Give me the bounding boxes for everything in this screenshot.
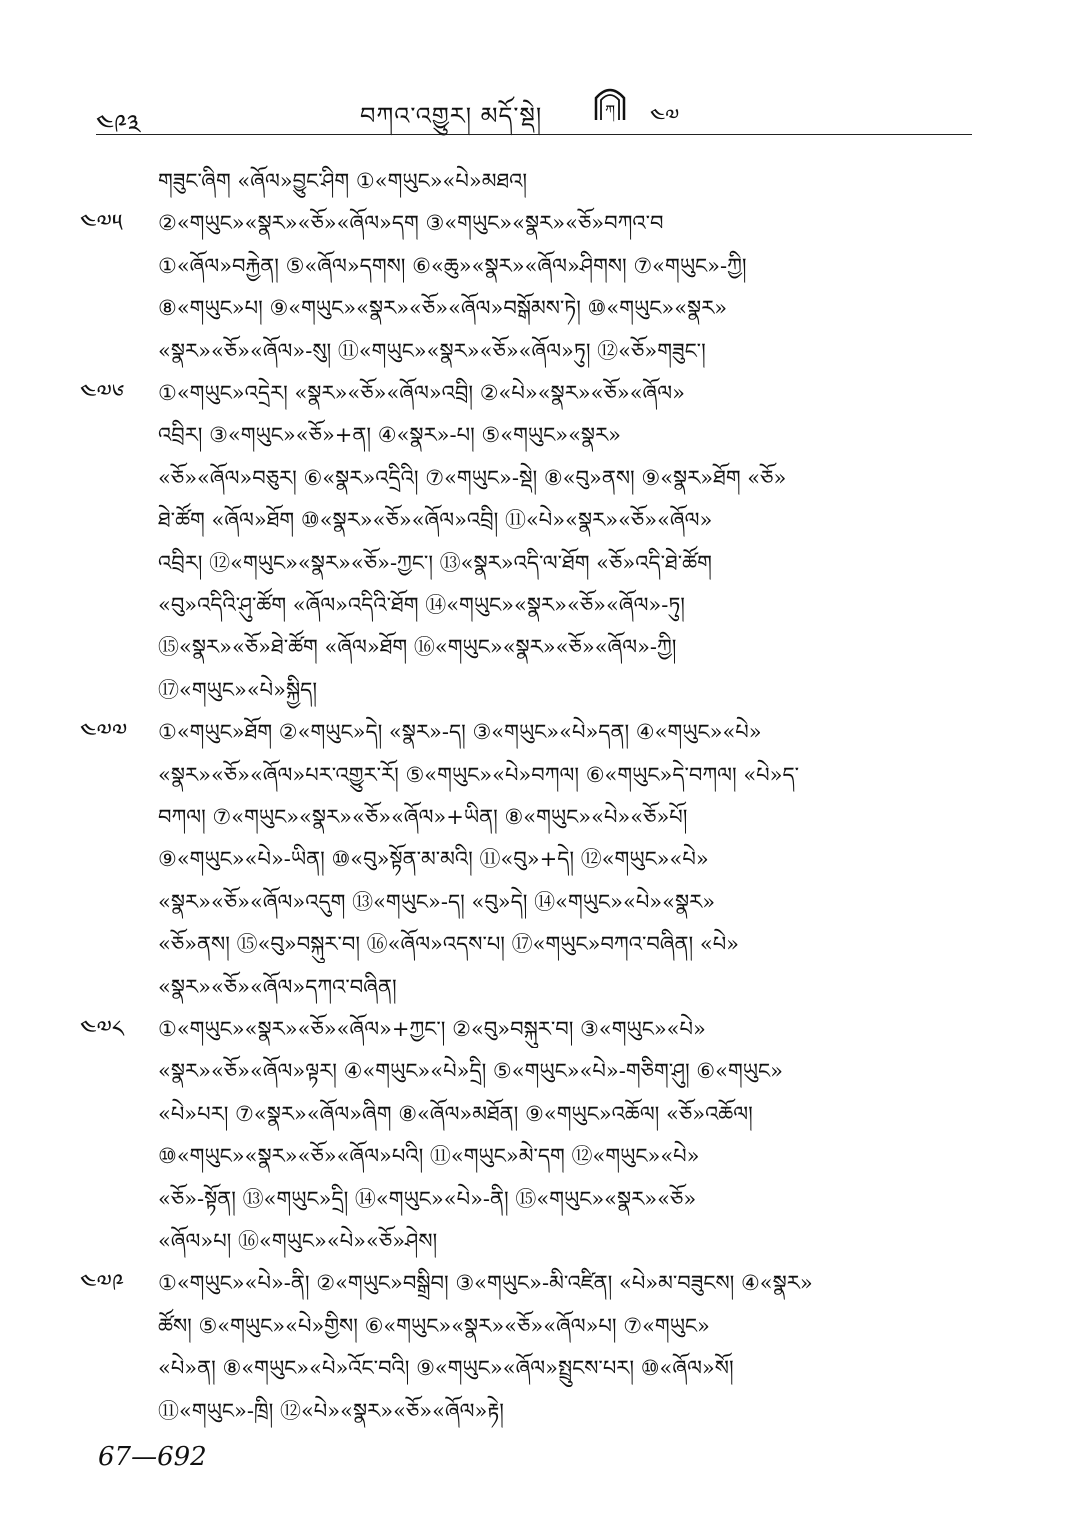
header-rule	[96, 134, 972, 135]
note-line: ⑪«གཡུང»-ཁྲི། ⑫«པེ»«སྣར»«ཅོ»«ཞོལ»རྟེ།	[158, 1398, 504, 1423]
note-line: «ཅོ»«ཞོལ»བཅུར། ⑥«སྣར»འདྲིའི། ⑦«གཡུང»-སྡེ། ⑧«བུ»ནས། ⑨«སྣར»ཐོག «ཅོ»	[158, 465, 787, 490]
entry-number: ༤༧༧	[80, 718, 128, 747]
note-line: འབྲིར། ③«གཡུང»«ཅོ»+ན། ④«སྣར»-པ། ⑤«གཡུང»«སྣར»	[158, 423, 622, 448]
note-line: ⑧«གཡུང»པ། ⑨«གཡུང»«སྣར»«ཅོ»«ཞོལ»བསྒོམས་ཏེ། ⑩«གཡུང»«སྣར»	[158, 296, 728, 321]
note-line: ⑰«གཡུང»«པེ»སྐྱིད།	[158, 677, 317, 702]
note-line: «སྣར»«ཅོ»«ཞོལ»ལྟར། ④«གཡུང»«པེ»དྲི། ⑤«གཡུང»«པེ»-གཅིག་ཤུ། ⑥«གཡུང»	[158, 1059, 783, 1084]
note-line: «བུ»འདིའི་ཤུ་ཚོག «ཞོལ»འདིའི་ཐོག ⑭«གཡུང»«སྣར»«ཅོ»«ཞོལ»-ཏུ།	[158, 593, 685, 617]
note-line: «སྣར»«ཅོ»«ཞོལ»པར་འགྱུར་རོ། ⑤«གཡུང»«པེ»བཀལ། ⑥«གཡུང»དེ་བཀལ། «པེ»ད་	[158, 762, 800, 787]
running-title: བཀའ་འགྱུར། མདོ་སྡེ།	[360, 102, 543, 130]
note-line: ①«གཡུང»ཐོག ②«གཡུང»དེ། «སྣར»-ད། ③«གཡུང»«པེ»དན། ④«གཡུང»«པེ»	[158, 720, 762, 745]
entry-number: ༤༧༨	[80, 1015, 125, 1043]
note-line: ①«ཞོལ»བརྐྱེན། ⑤«ཞོལ»དགས། ⑥«ཆུ»«སྣར»«ཞོལ»ཤིགས། ⑦«གཡུང»-ཀྱི།	[158, 253, 747, 278]
note-line: «ཅོ»-སྟོན། ⑬«གཡུང»དྲི། ⑭«གཡུང»«པེ»-ནི། ⑮«གཡུང»«སྣར»«ཅོ»	[158, 1186, 697, 1211]
note-line: ⑨«གཡུང»«པེ»-ཡིན། ⑩«བུ»སྟོན་མ་མའི། ⑪«བུ»+དེ། ⑫«གཡུང»«པེ»	[158, 847, 709, 872]
entry-number: ༤༧༦	[80, 379, 125, 407]
note-line: འབྲིར། ⑫«གཡུང»«སྣར»«ཅོ»-ཀྱང་། ⑬«སྣར»འདི་ལ་ཐོག «ཅོ»འདི་ཐེ་ཚོག	[158, 550, 712, 575]
entry-number: ༤༧༥	[80, 209, 123, 238]
note-line: ཚོས། ⑤«གཡུང»«པེ»གྱིས། ⑥«གཡུང»«སྣར»«ཅོ»«ཞོལ»པ། ⑦«གཡུང»	[158, 1313, 710, 1338]
volume-mark: ཀ	[605, 103, 615, 119]
note-line: «སྣར»«ཅོ»«ཞོལ»-སུ། ⑪«གཡུང»«སྣར»«ཅོ»«ཞོལ»ཏུ། ⑫«ཅོ»གཟུང་།	[158, 338, 706, 363]
note-line: «ཅོ»ནས། ⑮«བུ»བསྐུར་བ། ⑯«ཞོལ»འདས་པ། ⑰«གཡུང»བཀའ་བཞིན། «པེ»	[158, 932, 740, 957]
note-line: ①«གཡུང»འདྲེར། «སྣར»«ཅོ»«ཞོལ»འབྲི། ②«པེ»«སྣར»«ཅོ»«ཞོལ»	[158, 381, 685, 405]
note-line: «སྣར»«ཅོ»«ཞོལ»དཀའ་བཞིན།	[158, 974, 397, 999]
volume-number: ༤༧	[650, 105, 680, 130]
note-line: ཐེ་ཚོག «ཞོལ»ཐོག ⑩«སྣར»«ཅོ»«ཞོལ»འབྲི། ⑪«པེ»«སྣར»«ཅོ»«ཞོལ»	[158, 508, 713, 533]
page-number-left: ༤༩༣	[96, 110, 141, 140]
note-line: «སྣར»«ཅོ»«ཞོལ»འདུག ⑬«གཡུང»-ད། «བུ»དེ། ⑭«གཡུང»«པེ»«སྣར»	[158, 889, 716, 914]
note-line: «པེ»པར། ⑦«སྣར»«ཞོལ»ཞིག ⑧«ཞོལ»མཐོན། ⑨«གཡུང»འཆོལ། «ཅོ»འཆོལ།	[158, 1101, 753, 1126]
note-line: ⑮«སྣར»«ཅོ»ཐེ་ཚོག «ཞོལ»ཐོག ⑯«གཡུང»«སྣར»«ཅོ»«ཞོལ»-ཀྱི།	[158, 635, 677, 660]
note-line: ①«གཡུང»«སྣར»«ཅོ»«ཞོལ»+ཀྱང་། ②«བུ»བསྐུར་བ། ③«གཡུང»«པེ»	[158, 1017, 706, 1041]
note-line: ②«གཡུང»«སྣར»«ཅོ»«ཞོལ»དག ③«གཡུང»«སྣར»«ཅོ»བཀའ་བ	[158, 211, 664, 236]
note-line: «པེ»ན། ⑧«གཡུང»«པེ»འོང་བའི། ⑨«གཡུང»«ཞོལ»སྤྲུངས་པར། ⑩«ཞོལ»སོ།	[158, 1356, 734, 1381]
volume-mark-icon	[590, 84, 630, 122]
page-footer: 67—692	[98, 1442, 207, 1472]
note-line: ①«གཡུང»«པེ»-ནི། ②«གཡུང»བསྒྲིབ། ③«གཡུང»-མི་འཛིན། «པེ»མ་བཟུངས། ④«སྣར»	[158, 1271, 813, 1296]
entry-number: ༤༧༩	[80, 1269, 124, 1298]
note-line: ⑩«གཡུང»«སྣར»«ཅོ»«ཞོལ»པའི། ⑪«གཡུང»མེ་དག ⑫«གཡུང»«པེ»	[158, 1144, 700, 1169]
note-line: གཟུང་ཞིག «ཞོལ»བྱུང་ཤིག ①«གཡུང»«པེ»མཐའ།	[158, 169, 528, 193]
note-line: «ཞོལ»པ། ⑯«གཡུང»«པེ»«ཅོ»ཤེས།	[158, 1229, 438, 1253]
note-line: བཀལ། ⑦«གཡུང»«སྣར»«ཅོ»«ཞོལ»+ཡིན། ⑧«གཡུང»«པེ»«ཅོ»པོ།	[158, 805, 688, 829]
